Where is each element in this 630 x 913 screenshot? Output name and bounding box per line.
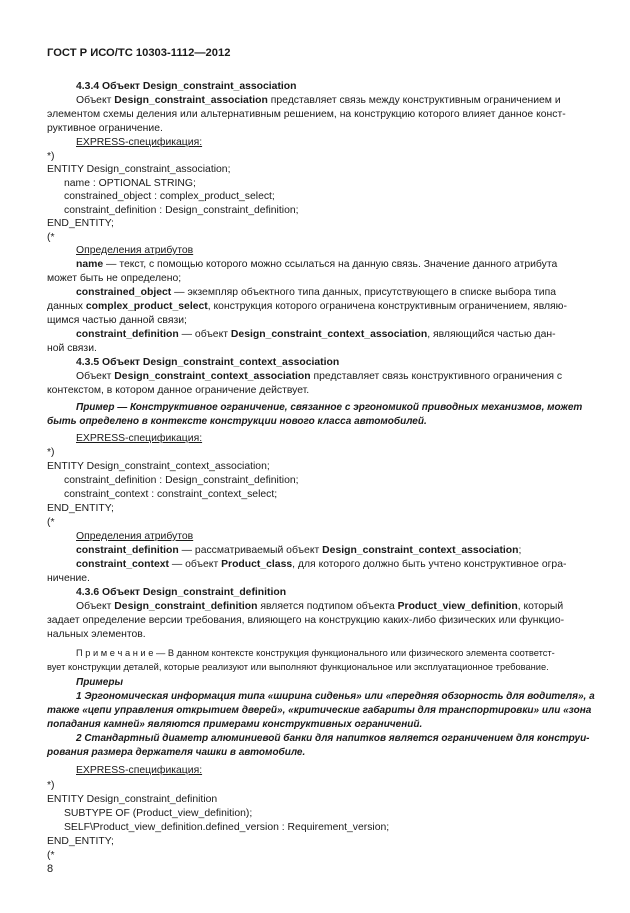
text-line — [47, 272, 181, 286]
text-segment: constrained_object : complex_product_select; — [64, 191, 275, 202]
text-segment: элементом схемы деления или альтернативным решением, на конструкцию которого влияет данное конст- — [47, 109, 566, 120]
text-line — [76, 94, 561, 108]
text-segment: SELF\Product_view_definition.defined_version : Requirement_version; — [64, 822, 390, 833]
text-segment: задает определение версии требования, влияющего на конструкцию каких-либо физических или функцио- — [47, 615, 565, 626]
text-line — [76, 558, 566, 572]
text-line — [76, 530, 193, 544]
text-segment: является подтипом объекта — [257, 601, 398, 612]
text-line — [76, 286, 556, 300]
text-segment: — объект — [178, 329, 231, 340]
text-segment: 1 Эргономическая информация типа «ширина сиденья» или «передняя обзорность для водителя», а — [76, 691, 595, 702]
text-segment: быть определено в контексте конструкции нового класса автомобилей. — [47, 416, 427, 427]
text-line — [47, 704, 591, 718]
text-segment: constraint_definition : Design_constraint_definition; — [64, 205, 299, 216]
text-line — [47, 572, 90, 586]
text-segment: руктивное ограничение. — [47, 123, 163, 134]
text-line — [76, 676, 123, 690]
text-segment: данных — [47, 301, 86, 312]
term: Product_class — [221, 559, 293, 570]
text-line — [47, 835, 114, 849]
text-line — [47, 300, 567, 314]
text-segment: нальных элементов. — [47, 629, 146, 640]
text-line — [76, 258, 557, 272]
text-line — [76, 732, 590, 746]
text-segment: ; — [518, 545, 522, 556]
section-label: Определения атрибутов — [76, 245, 194, 256]
term: constraint_definition — [76, 329, 179, 340]
text-segment: также «цепи управления открытием дверей», «критические габариты для транспортировки» или «зона — [47, 705, 592, 716]
text-line — [76, 586, 286, 600]
text-line — [47, 384, 309, 398]
text-line — [47, 415, 427, 429]
text-segment: 2 Стандартный диаметр алюминиевой банки для напитков является ограничением для конструи- — [76, 733, 590, 744]
text-segment: constraint_context : constraint_context_select; — [64, 489, 278, 500]
text-segment: — рассматриваемый объект — [178, 545, 323, 556]
text-segment: ENTITY Design_constraint_definition — [47, 794, 218, 805]
term: constrained_object — [76, 287, 172, 298]
text-line — [47, 793, 217, 807]
text-segment: представляет связь конструктивного ограничения с — [310, 371, 563, 382]
text-segment: Объект — [76, 371, 115, 382]
text-segment: name : OPTIONAL STRING; — [64, 178, 196, 189]
term: Design_constraint_context_association — [114, 371, 311, 382]
term: Design_constraint_association — [114, 95, 268, 106]
text-segment: рования размера держателя чашки в автомобиле. — [47, 747, 306, 758]
text-line — [64, 821, 389, 835]
text-line — [47, 231, 55, 245]
text-segment: END_ENTITY; — [47, 836, 114, 847]
text-segment: *) — [47, 447, 55, 458]
term: constraint_context — [76, 559, 169, 570]
text-segment: Примеры — [76, 677, 124, 688]
text-segment: (* — [47, 517, 55, 528]
term: Product_view_definition — [397, 601, 518, 612]
document-header: ГОСТ Р ИСО/ТС 10303-1112—2012 — [47, 47, 231, 59]
section-label: Определения атрибутов — [76, 531, 194, 542]
text-segment: представляет связь между конструктивным ограничением и — [267, 95, 561, 106]
text-segment: Объект — [76, 601, 115, 612]
text-segment: 4.3.5 Объект Design_constraint_context_association — [76, 357, 340, 368]
text-line — [47, 342, 97, 356]
text-segment: *) — [47, 780, 55, 791]
term: complex_product_select — [85, 301, 208, 312]
text-segment: может быть не определено; — [47, 273, 182, 284]
term: name — [76, 259, 104, 270]
text-line — [47, 779, 55, 793]
text-segment: П р и м е ч а н и е — В данном контексте конструкция функционального или физического элемента соответст- — [76, 648, 555, 658]
text-segment: END_ENTITY; — [47, 218, 114, 229]
text-segment: SUBTYPE OF (Product_view_definition); — [64, 808, 253, 819]
text-line — [76, 356, 339, 370]
text-segment: END_ENTITY; — [47, 503, 114, 514]
text-line — [76, 432, 202, 446]
text-line — [47, 746, 305, 760]
text-line — [47, 108, 566, 122]
text-line — [47, 150, 55, 164]
section-label: EXPRESS-спецификация: — [76, 433, 203, 444]
text-segment: ничение. — [47, 573, 90, 584]
section-label: EXPRESS-спецификация: — [76, 137, 203, 148]
text-line — [64, 474, 299, 488]
text-segment: ENTITY Design_constraint_association; — [47, 164, 231, 175]
text-segment: Пример — Конструктивное ограничение, связанное с эргономикой приводных механизмов, может — [76, 402, 583, 413]
text-line — [76, 646, 555, 660]
text-line — [76, 80, 297, 94]
text-line — [47, 163, 230, 177]
text-line — [47, 660, 549, 674]
text-line — [64, 488, 277, 502]
term: Design_constraint_definition — [114, 601, 258, 612]
text-segment: , конструкция которого ограничена конструктивным ограничением, являю- — [207, 301, 567, 312]
text-line — [47, 849, 55, 863]
text-line — [47, 718, 422, 732]
text-segment: 4.3.6 Объект Design_constraint_definition — [76, 587, 287, 598]
text-segment: , являющийся частью дан- — [427, 329, 556, 340]
text-segment: (* — [47, 232, 55, 243]
text-line — [76, 600, 563, 614]
text-segment: контекстом, в котором данное ограничение действует. — [47, 385, 310, 396]
term: Design_constraint_context_association — [322, 545, 519, 556]
text-segment: constraint_definition : Design_constraint_definition; — [64, 475, 299, 486]
text-line — [47, 516, 55, 530]
text-segment: 4.3.4 Объект Design_constraint_association — [76, 81, 297, 92]
text-line — [76, 544, 521, 558]
text-segment: — экземпляр объектного типа данных, присутствующего в списке выбора типа — [171, 287, 556, 298]
text-line — [76, 401, 582, 415]
term: constraint_definition — [76, 545, 179, 556]
text-segment: , для которого должно быть учтено конструктивное огра- — [292, 559, 567, 570]
text-line — [76, 690, 595, 704]
text-line — [47, 122, 163, 136]
text-line — [64, 177, 196, 191]
text-line — [47, 217, 114, 231]
text-segment: ENTITY Design_constraint_context_association; — [47, 461, 270, 472]
text-line — [64, 190, 275, 204]
term: Design_constraint_context_association — [230, 329, 428, 340]
text-segment: Объект — [76, 95, 115, 106]
text-segment: , который — [517, 601, 564, 612]
text-line — [76, 370, 562, 384]
text-segment: *) — [47, 151, 55, 162]
text-segment: вует конструкции деталей, которые реализуют или выполняют функциональное или эксплуатационное требование. — [47, 662, 549, 672]
text-line — [76, 136, 202, 150]
text-line — [47, 314, 187, 328]
text-line — [47, 628, 146, 642]
text-line — [47, 614, 564, 628]
page-number: 8 — [47, 863, 54, 875]
text-line — [76, 244, 193, 258]
text-line — [64, 807, 252, 821]
section-label: EXPRESS-спецификация: — [76, 765, 203, 776]
text-segment: — текст, с помощью которого можно ссылаться на данную связь. Значение данного атрибута — [103, 259, 558, 270]
text-segment: ной связи. — [47, 343, 97, 354]
text-segment: попадания камней» являются примерами конструктивных ограничений. — [47, 719, 423, 730]
text-line — [47, 460, 270, 474]
text-line — [76, 764, 202, 778]
text-line — [47, 502, 114, 516]
text-line — [47, 446, 55, 460]
text-line — [76, 328, 556, 342]
text-segment: (* — [47, 850, 55, 861]
text-segment: — объект — [168, 559, 222, 570]
text-line — [64, 204, 299, 218]
text-segment: щимся частью данной связи; — [47, 315, 187, 326]
